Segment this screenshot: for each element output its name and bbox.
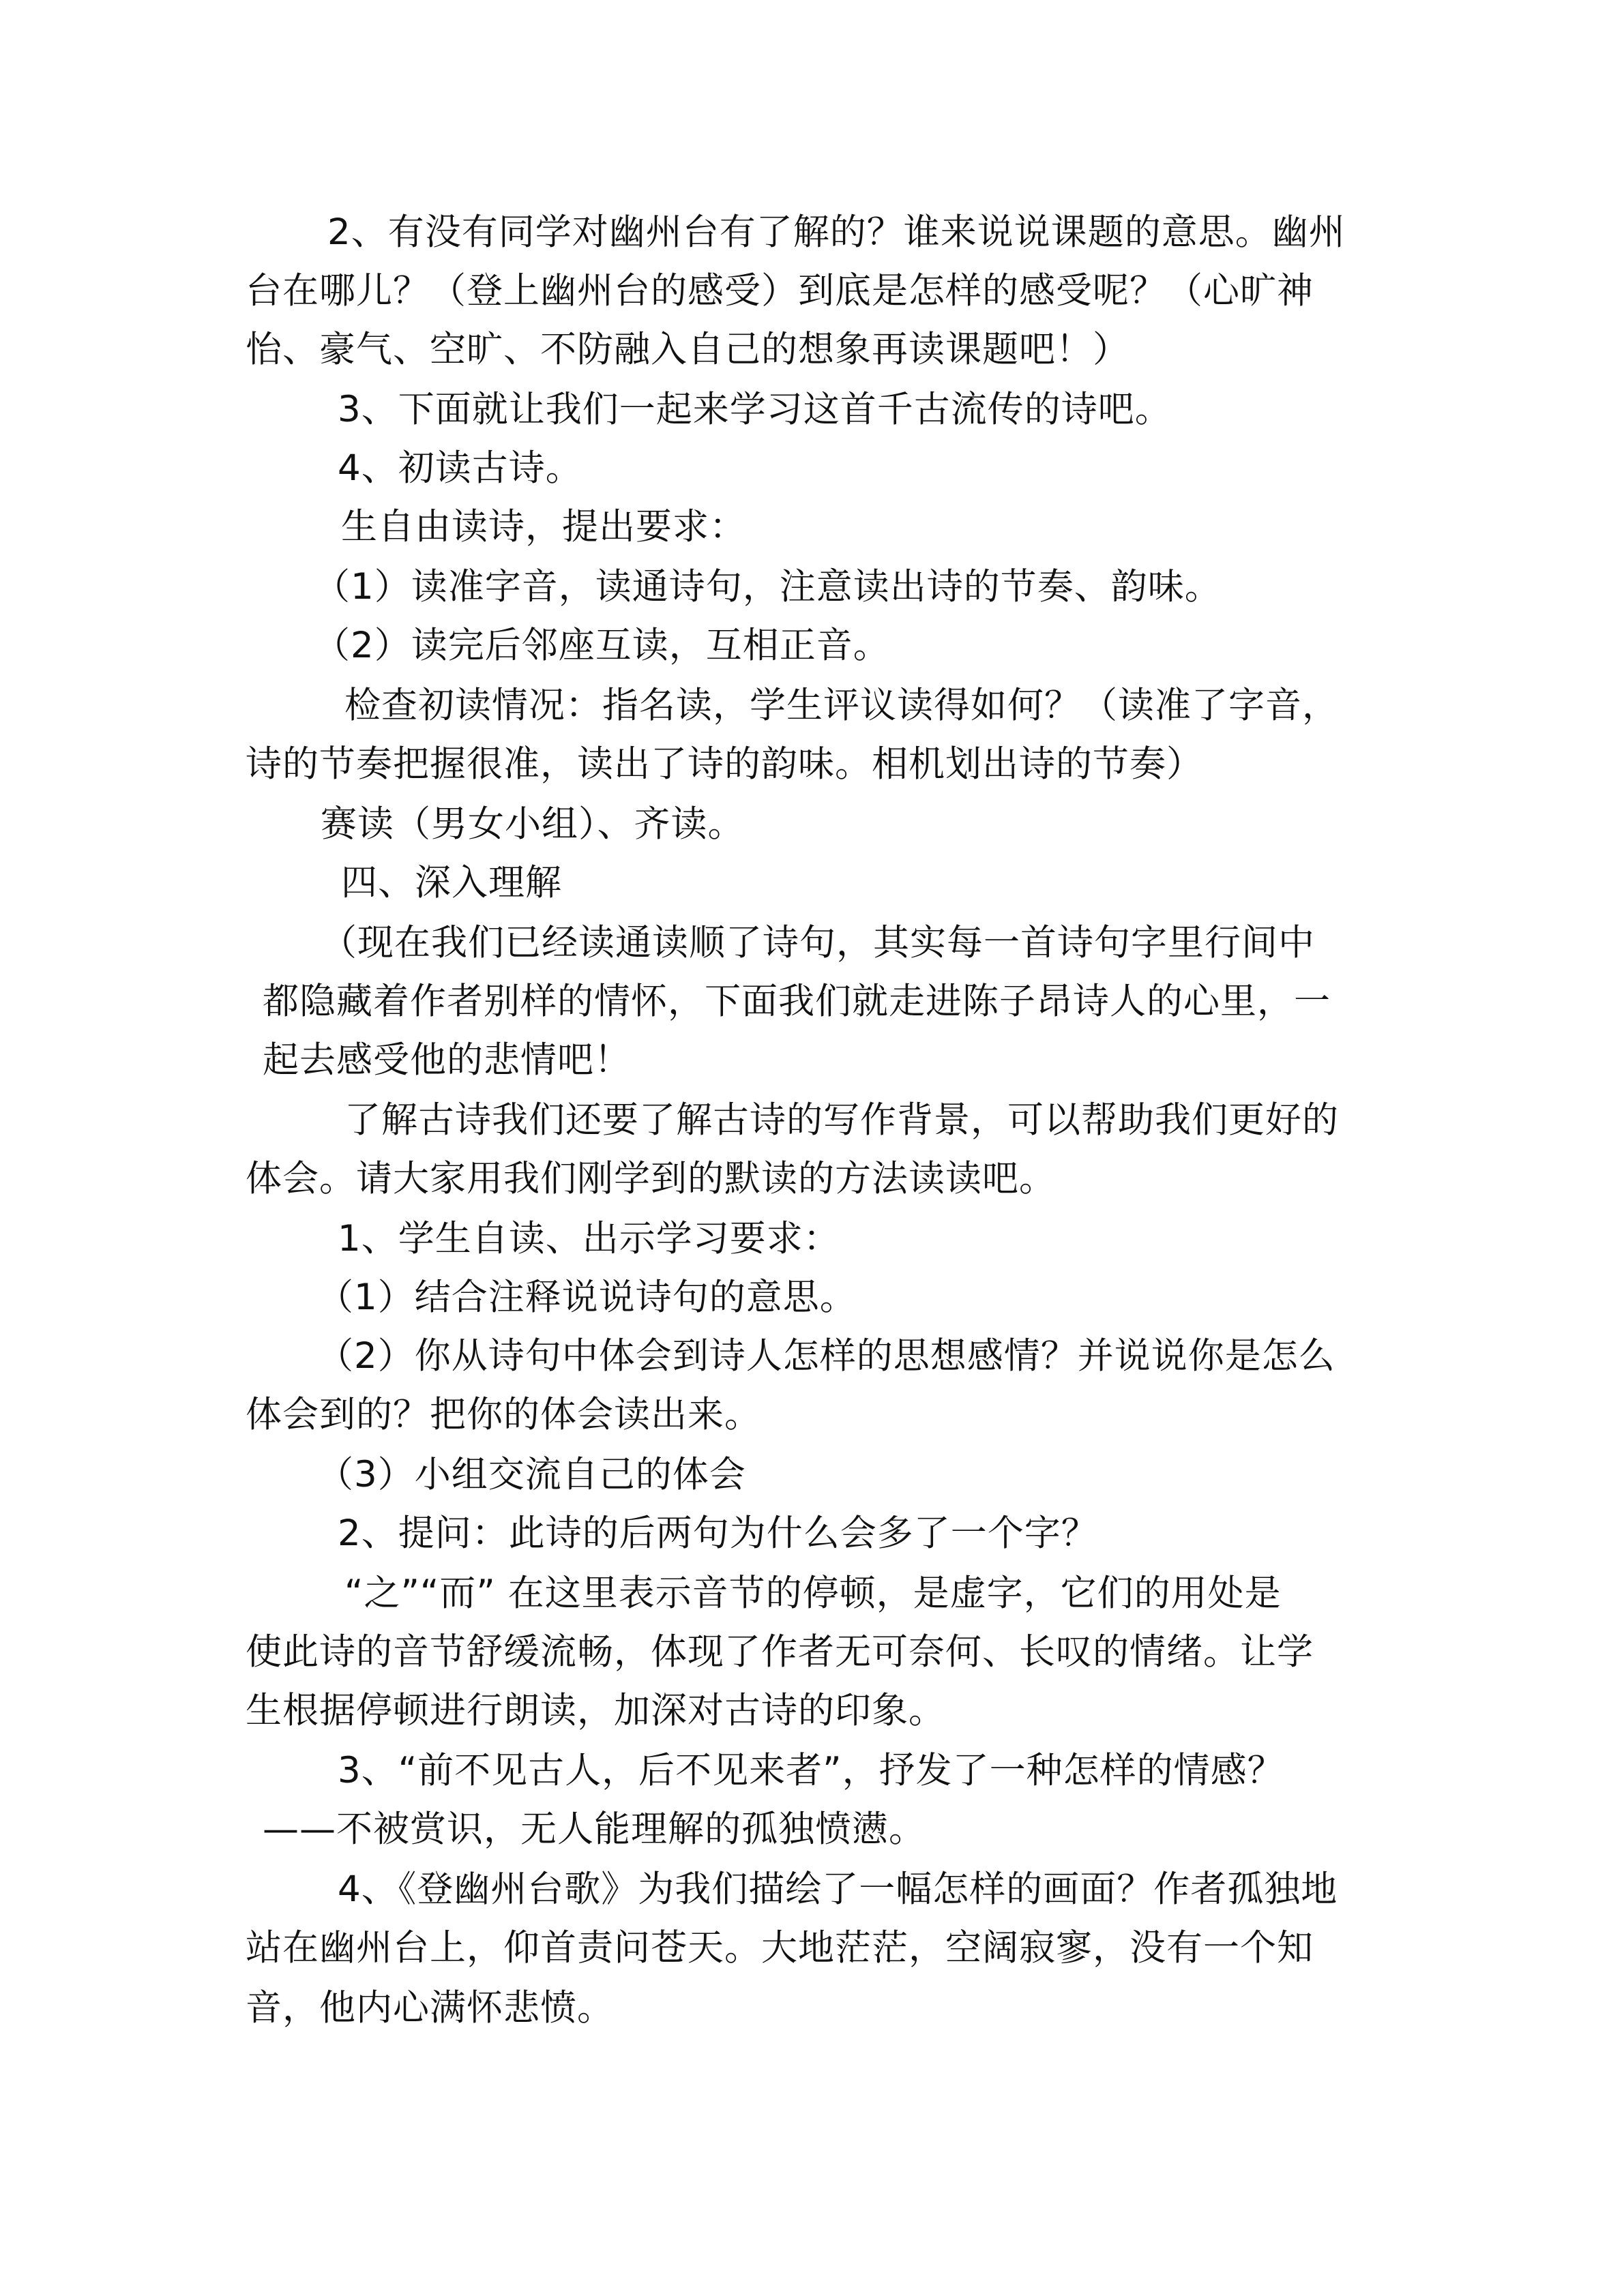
text-line: 都隐藏着作者别样的情怀，下面我们就走进陈子昂诗人的心里，一 (263, 981, 1331, 1022)
text-line: 2、有没有同学对幽州台有了解的？谁来说说课题的意思。幽州 (327, 211, 1346, 253)
text-line: 使此诗的音节舒缓流畅，体现了作者无可奈何、长叹的情绪。让学 (246, 1631, 1314, 1673)
text-line: 诗的节奏把握很准，读出了诗的韵味。相机划出诗的节奏） (246, 743, 1203, 785)
text-line: 3、“前不见古人，后不见来者”，抒发了一种怎样的情感？ (338, 1750, 1284, 1791)
text-line: 怡、豪气、空旷、不防融入自己的想象再读课题吧！） (246, 329, 1130, 370)
text-line: ——不被赏识，无人能理解的孤独愤懑。 (263, 1808, 926, 1850)
text-line: 生根据停顿进行朗读，加深对古诗的印象。 (246, 1690, 945, 1731)
text-line: 检查初读情况：指名读，学生评议读得如何？（读准了字音， (344, 685, 1339, 726)
text-line: 四、深入理解 (341, 862, 562, 904)
text-line: 3、下面就让我们一起来学习这首千古流传的诗吧。 (338, 389, 1172, 430)
text-line: （3）小组交流自己的体会 (317, 1454, 746, 1495)
text-line: （2）读完后邻座互读，互相正音。 (314, 625, 890, 666)
text-line: 赛读（男女小组）、齐读。 (321, 803, 745, 845)
text-line: （现在我们已经读通读顺了诗句，其实每一首诗句字里行间中 (321, 922, 1315, 964)
text-line: 体会到的？把你的体会读出来。 (246, 1394, 761, 1435)
text-line: 音，他内心满怀悲愤。 (246, 1987, 614, 2029)
text-line: （1）读准字音，读通诗句，注意读出诗的节奏、韵味。 (314, 566, 1222, 608)
text-line: （2）你从诗句中体会到诗人怎样的思想感情？并说说你是怎么 (317, 1335, 1335, 1377)
text-line: 台在哪儿？（登上幽州台的感受）到底是怎样的感受呢？（心旷神 (246, 270, 1314, 312)
text-line: 生自由读诗，提出要求： (341, 506, 746, 548)
text-line: 站在幽州台上，仰首责问苍天。大地茫茫，空阔寂寥，没有一个知 (246, 1927, 1314, 1969)
text-line: 4、初读古诗。 (338, 447, 582, 489)
text-line: 起去感受他的悲情吧！ (263, 1039, 631, 1081)
text-line: 1、学生自读、出示学习要求： (338, 1218, 840, 1259)
text-line: 了解古诗我们还要了解古诗的写作背景，可以帮助我们更好的 (344, 1099, 1339, 1141)
text-line: （1）结合注释说说诗句的意思。 (317, 1277, 857, 1318)
text-line: “之”“而” 在这里表示音节的停顿，是虚字，它们的用处是 (344, 1572, 1282, 1614)
text-line: 体会。请大家用我们刚学到的默读的方法读读吧。 (246, 1158, 1056, 1199)
text-line: 4、《登幽州台歌》为我们描绘了一幅怎样的画面？作者孤独地 (338, 1868, 1338, 1910)
text-line: 2、提问：此诗的后两句为什么会多了一个字？ (338, 1512, 1098, 1554)
